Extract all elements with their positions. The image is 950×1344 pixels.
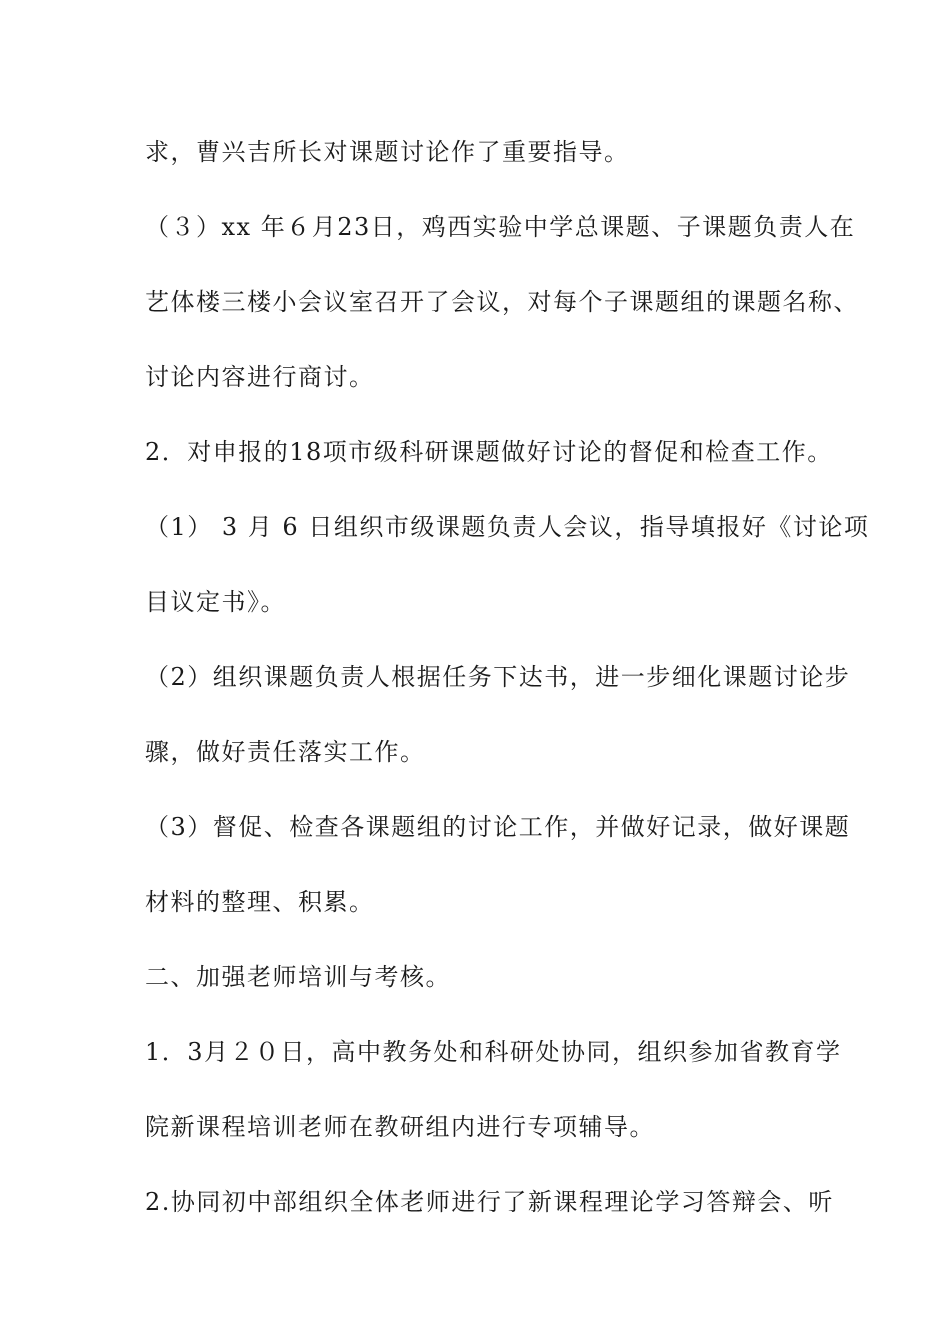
text-line: 院新课程培训老师在教研组内进行专项辅导。 (145, 1113, 655, 1141)
text-line: 骤，做好责任落实工作。 (145, 738, 426, 766)
text-line: 求，曹兴吉所长对课题讨论作了重要指导。 (145, 138, 630, 166)
text-line: 材料的整理、积累。 (145, 888, 375, 916)
text-line: 2．对申报的18项市级科研课题做好讨论的督促和检查工作。 (145, 438, 833, 466)
text-line: 二、加强老师培训与考核。 (145, 963, 451, 991)
text-line: 讨论内容进行商讨。 (145, 363, 375, 391)
text-line: 2.协同初中部组织全体老师进行了新课程理论学习答辩会、听 (145, 1188, 834, 1216)
text-line: （2）组织课题负责人根据任务下达书，进一步细化课题讨论步 (145, 663, 851, 691)
text-line: 艺体楼三楼小会议室召开了会议，对每个子课题组的课题名称、 (145, 288, 859, 316)
text-line: （1） 3 月 6 日组织市级课题负责人会议，指导填报好《讨论项 (145, 513, 870, 541)
text-line: 目议定书》。 (145, 588, 286, 616)
text-line: （３）xx 年６月23日，鸡西实验中学总课题、子课题负责人在 (145, 213, 856, 241)
text-line: （3）督促、检查各课题组的讨论工作，并做好记录，做好课题 (145, 813, 851, 841)
text-line: 1．3月２０日，高中教务处和科研处协同，组织参加省教育学 (145, 1038, 842, 1066)
